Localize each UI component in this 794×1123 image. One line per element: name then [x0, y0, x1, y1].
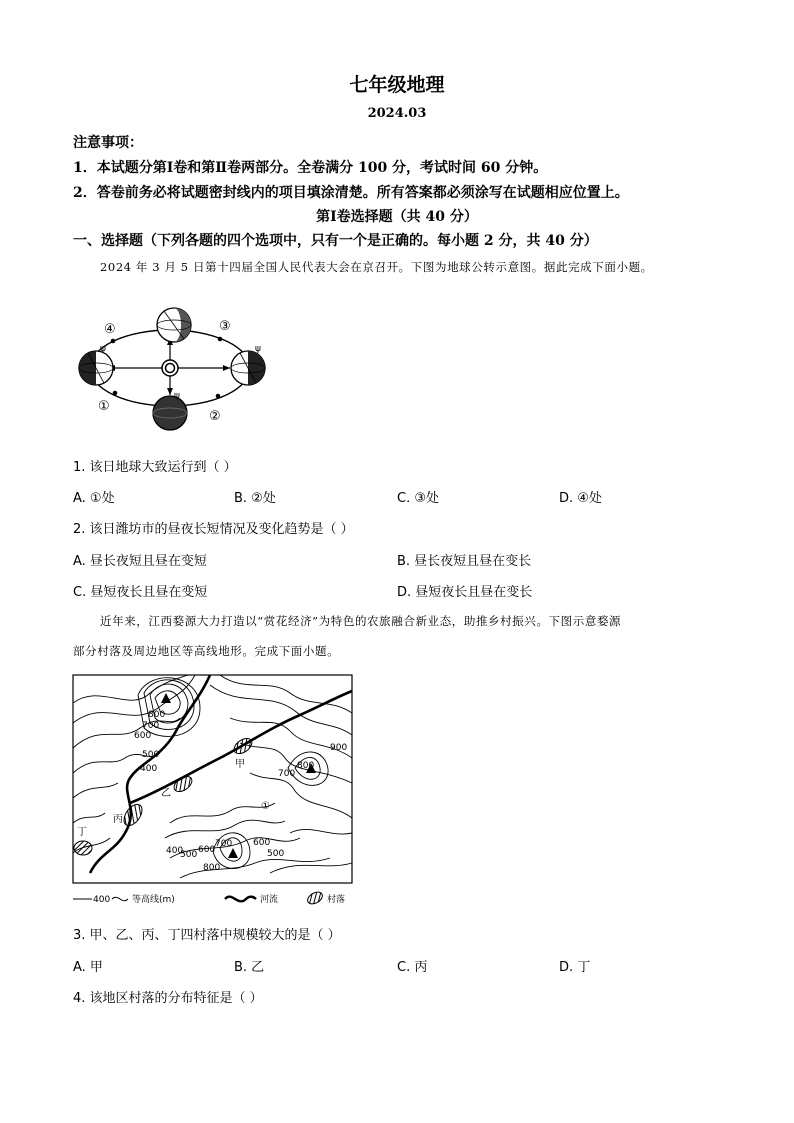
village-label-ding: 丁 — [77, 827, 87, 838]
village-label-jia: 甲 — [235, 759, 245, 770]
svg-text:700: 700 — [278, 769, 296, 779]
svg-text:600: 600 — [134, 731, 152, 741]
svg-text:500: 500 — [180, 850, 198, 860]
point-label-1: ① — [261, 801, 270, 812]
q2-option-d[interactable]: D. 昼短夜长且昼在变长 — [397, 585, 533, 600]
svg-text:700: 700 — [142, 721, 160, 731]
legend-village-text: 村落 — [327, 895, 346, 905]
village-label-yi: 乙 — [161, 788, 171, 799]
question-3-stem: 3. 甲、乙、丙、丁四村落中规模较大的是（ ） — [73, 928, 341, 943]
q3-option-a[interactable]: A. 甲 — [73, 960, 103, 975]
orbit-label-1: ① — [98, 399, 110, 414]
earth-globe-right — [231, 344, 265, 385]
earth-revolution-diagram — [70, 303, 280, 433]
svg-text:500: 500 — [267, 849, 285, 859]
exam-date: 2024.03 — [367, 106, 427, 121]
group2-intro-line1: 近年来，江西婺源大力打造以“赏花经济”为特色的农旅融合新业态，助推乡村振兴。下图示意婺源 — [100, 614, 622, 628]
svg-text:600: 600 — [198, 845, 216, 855]
question-1-stem: 1. 该日地球大致运行到（ ） — [73, 460, 237, 475]
page-title: 七年级地理 — [349, 74, 445, 96]
map-legend — [73, 890, 345, 907]
group1-intro: 2024 年 3 月 5 日第十四届全国人民代表大会在京召开。下图为地球公转示意图。据此完成下面小题。 — [100, 260, 653, 274]
q1-option-b[interactable]: B. ②处 — [234, 491, 276, 506]
svg-text:600: 600 — [253, 838, 271, 848]
q1-option-c[interactable]: C. ③处 — [397, 491, 439, 506]
svg-text:500: 500 — [142, 750, 160, 760]
q3-option-d[interactable]: D. 丁 — [559, 960, 591, 975]
svg-text:800: 800 — [203, 863, 221, 873]
legend-contour-text: 等高线(m) — [132, 895, 175, 905]
q1-option-a[interactable]: A. ①处 — [73, 491, 115, 506]
svg-text:800: 800 — [297, 761, 315, 771]
legend-contour-value: 400 — [93, 895, 111, 905]
svg-text:ψ: ψ — [100, 344, 106, 354]
svg-text:ψ: ψ — [174, 391, 180, 401]
group2-intro-line2: 部分村落及周边地区等高线地形。完成下面小题。 — [73, 644, 340, 658]
village-label-bing: 丙 — [113, 814, 123, 825]
village-ding — [74, 841, 92, 855]
q1-option-d[interactable]: D. ④处 — [559, 491, 602, 506]
svg-text:700: 700 — [215, 839, 233, 849]
q2-option-b[interactable]: B. 昼长夜短且昼在变长 — [397, 554, 532, 569]
q3-option-b[interactable]: B. 乙 — [234, 960, 265, 975]
notice-item-2: 2．答卷前务必将试题密封线内的项目填涂清楚。所有答案都必须涂写在试题相应位置上。 — [73, 185, 629, 201]
earth-globe-top — [157, 308, 191, 342]
legend-river-text: 河流 — [260, 895, 279, 905]
orbit-label-2: ② — [209, 409, 221, 424]
svg-text:400: 400 — [140, 764, 158, 774]
question-4-stem: 4. 该地区村落的分布特征是（ ） — [73, 991, 263, 1006]
part1-heading: 第Ⅰ卷选择题（共 40 分） — [316, 209, 478, 225]
svg-text:800: 800 — [148, 710, 166, 720]
svg-text:900: 900 — [330, 743, 348, 753]
svg-text:ψ: ψ — [255, 344, 261, 354]
earth-globe-left — [79, 344, 113, 385]
q2-option-c[interactable]: C. 昼短夜长且昼在变短 — [73, 585, 208, 600]
sun-icon — [162, 360, 178, 376]
q2-option-a[interactable]: A. 昼长夜短且昼在变短 — [73, 554, 207, 569]
earth-globe-bottom — [153, 391, 187, 430]
q3-option-c[interactable]: C. 丙 — [397, 960, 428, 975]
orbit-label-3: ③ — [219, 319, 231, 334]
svg-text:400: 400 — [166, 846, 184, 856]
contour-map — [70, 673, 360, 913]
notice-heading: 注意事项： — [73, 135, 143, 151]
question-2-stem: 2. 该日潍坊市的昼夜长短情况及变化趋势是（ ） — [73, 522, 354, 537]
section-heading: 一、选择题（下列各题的四个选项中，只有一个是正确的。每小题 2 分，共 40 分） — [73, 233, 598, 249]
notice-item-1: 1．本试题分第Ⅰ卷和第Ⅱ卷两部分。全卷满分 100 分，考试时间 60 分钟。 — [73, 160, 548, 176]
orbit-label-4: ④ — [104, 322, 116, 337]
